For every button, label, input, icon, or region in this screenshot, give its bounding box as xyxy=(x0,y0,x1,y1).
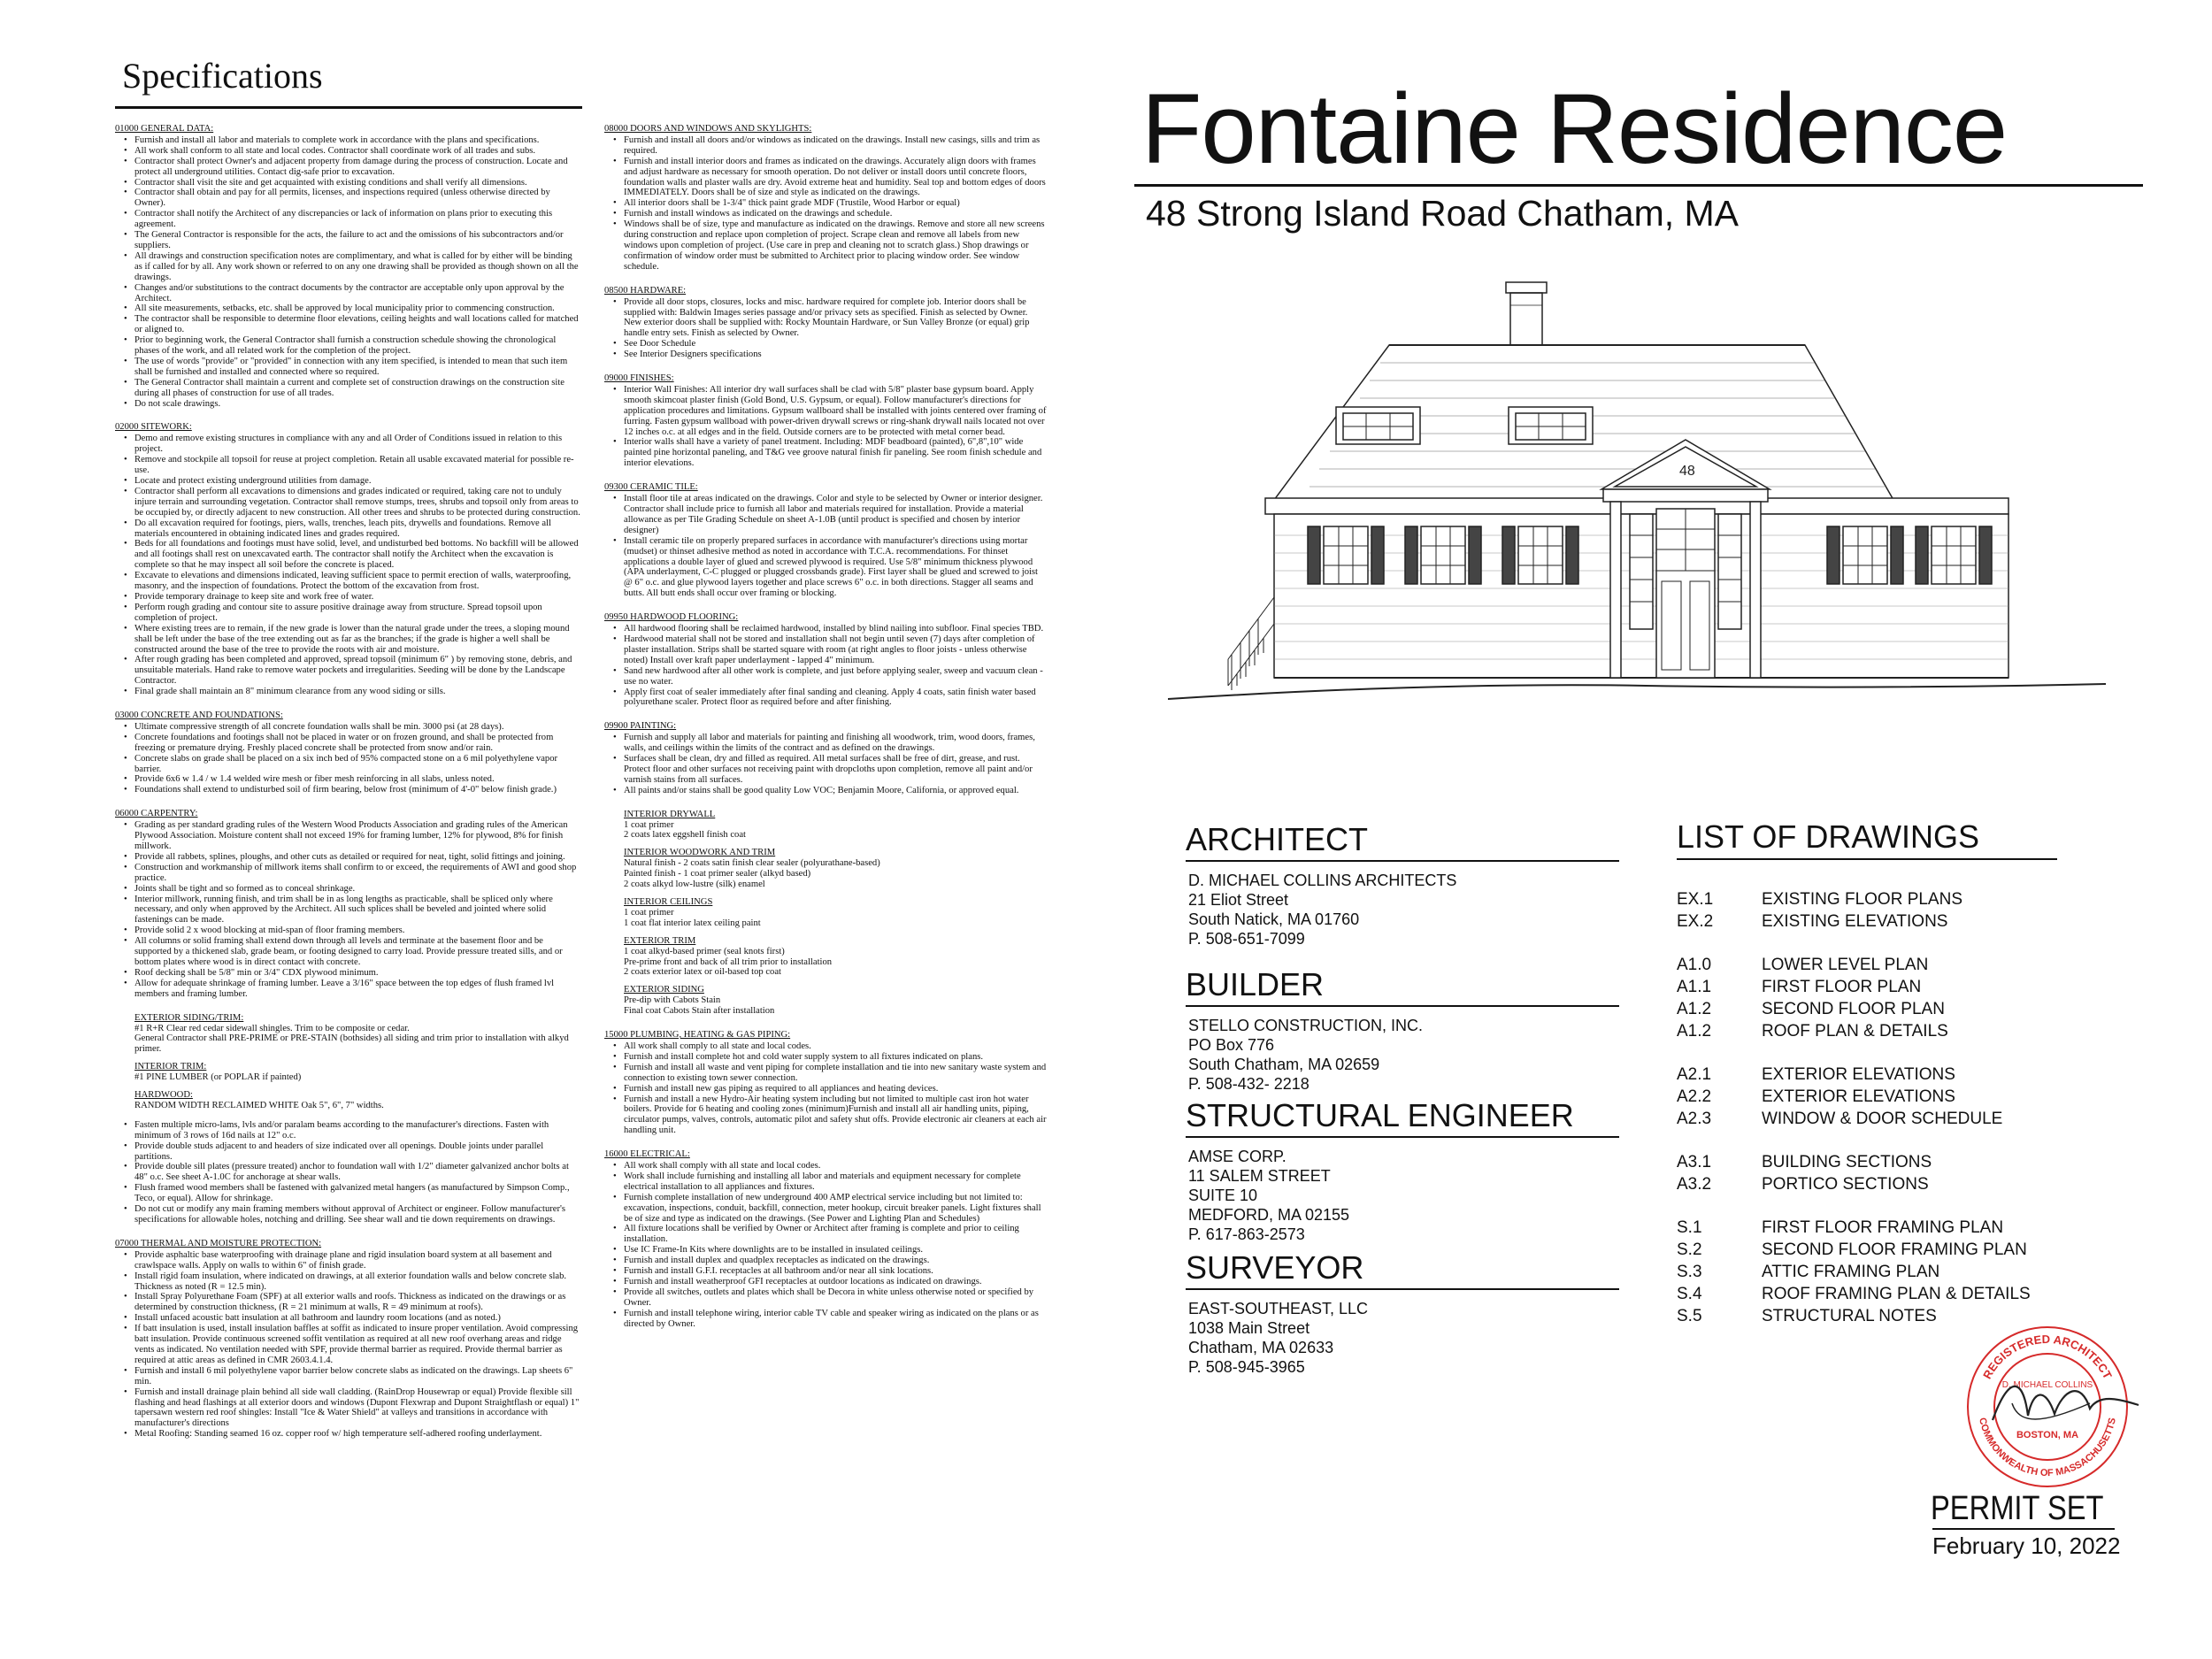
spec-item: • Furnish and install new gas piping as required to all appliances and heating devices. xyxy=(624,1084,1047,1094)
spec-sub-line: 2 coats latex eggshell finish coat xyxy=(624,830,746,841)
spec-sub-line: Pre-dip with Cabots Stain xyxy=(624,995,721,1006)
spec-item: • Furnish and install 6 mil polyethylene vapor barrier below concrete slabs as indicated on the drawings. Lap sheets 6" min. xyxy=(134,1366,582,1387)
spec-section-heading: 09000 FINISHES: xyxy=(604,373,674,384)
spec-item: • Provide double studs adjacent to and headers of size indicated over all openings. Double joints under parallel partitions. xyxy=(134,1141,582,1163)
side-stair xyxy=(1228,597,1274,690)
architect-line: P. 508-651-7099 xyxy=(1188,930,1305,948)
spec-sub-line: Final coat Cabots Stain after installation xyxy=(624,1006,775,1017)
spec-item-list xyxy=(604,135,1047,273)
engineer-rule xyxy=(1186,1136,1619,1138)
engineer-lines xyxy=(1186,1147,1619,1244)
spec-item: • All work shall conform to all state and local codes. Contractor shall coordinate work of all trades and subs. xyxy=(134,146,582,157)
spec-item: • All work shall comply to all state and local codes. xyxy=(624,1041,1047,1052)
spec-section xyxy=(604,482,1047,599)
spec-sub-line: 1 coat primer xyxy=(624,907,674,918)
drawing-code: A1.2 xyxy=(1677,1000,1712,1018)
drawing-row xyxy=(1677,1283,2119,1305)
spec-item: • Do not scale drawings. xyxy=(134,399,582,410)
spec-item: • Concrete foundations and footings shall not be placed in water or on frozen ground, and shall be protected from freezing or premature drying. Freshly placed concrete shall be protected from snow and/or rain. xyxy=(134,733,582,754)
column-left xyxy=(1610,502,1621,678)
window-5 xyxy=(1916,526,1992,584)
seal-outer-ring xyxy=(1968,1327,2127,1486)
spec-item: • Grading as per standard grading rules of the Western Wood Products Association and grading rules of the American Plywood Association. Moisture content shall not exceed 19% for framing lumber, 12% for plywood, 8% for finish millwork. xyxy=(134,820,582,852)
spec-item: • Flush framed wood members shall be fastened with galvanized metal hangers (as manufactured by Simpson Comp., Teco, or equal). Allow for shrinkage. xyxy=(134,1183,582,1204)
drawings-list xyxy=(1677,888,2119,1327)
drawing-row xyxy=(1677,888,2119,910)
spec-item: • Furnish and install complete hot and cold water supply system to all fixtures indicated on plans. xyxy=(624,1052,1047,1063)
drawing-name: EXTERIOR ELEVATIONS xyxy=(1762,1087,1955,1106)
spec-sub-block xyxy=(604,848,1047,890)
spec-item: • Metal Roofing: Standing seamed 16 oz. copper roof w/ high temperature self-adhered roofing underlayment. xyxy=(134,1429,582,1440)
spec-item: • All work shall comply with all state and local codes. xyxy=(624,1161,1047,1171)
seal-text-top: REGISTERED ARCHITECT xyxy=(1980,1332,2115,1381)
spec-sub-line: #1 R+R Clear red cedar sidewall shingles. Trim to be composite or cedar. xyxy=(134,1023,410,1033)
spec-sub-line: 1 coat flat interior latex ceiling paint xyxy=(624,918,761,928)
spec-section xyxy=(604,373,1047,469)
spec-item: • Install unfaced acoustic batt insulation at all bathroom and laundry room locations (and as noted.) xyxy=(134,1313,582,1324)
spec-item: • Allow for adequate shrinkage of framing lumber. Leave a 3/16" space between the top edges of flush framed lvl members and framing lumber. xyxy=(134,979,582,1000)
spec-item: • Demo and remove existing structures in compliance with any and all Order of Conditions issued in relation to this project. xyxy=(134,434,582,455)
specifications-rule xyxy=(115,106,582,109)
spec-item-list xyxy=(115,1250,582,1440)
front-elevation-drawing xyxy=(1168,270,2106,712)
seal-text-bottom: COMMONWEALTH OF MASSACHUSETTS xyxy=(1977,1417,2118,1479)
spec-item: • All interior doors shall be 1-3/4" thick paint grade MDF (Trustile, Wood Harbor or equal) xyxy=(624,198,1047,209)
spec-section xyxy=(604,612,1047,708)
spec-item: • Beds for all foundations and footings must have solid, level, and undisturbed bed bottoms. No backfill will be allowed and all footings shall rest on unexcavated earth. The contractor shall notify the Architect when the excavation is complete so that he may inspect all soil before the concrete is placed. xyxy=(134,539,582,571)
architect-block xyxy=(1186,821,1619,949)
spec-item: • Install ceramic tile on properly prepared surfaces in accordance with manufacturer's directions using mortar (mudset) or thinset adhesive method as noted in accordance with T.C.A. recommendations. For thinset applications a double layer of glued and screwed plywood is required. Use 5/8" minimum thickness plywood (APA underlayment, C-C plugged or plugged crossbands grade). First layer shall be glued and screwed to joist @ 6" o.c. and glue plywood layers together and place screws 6" o.c. in both directions. Stagger all seams and butts. All butt ends shall occur over framing or blocking. xyxy=(624,536,1047,599)
spec-item: • Install floor tile at areas indicated on the drawings. Color and style to be selected by Owner or interior designer. Contractor shall include price to furnish all labor and materials required for installation. Provide a material allowance as per Tile Grading Schedule on sheet A-1.0B (until product is specified and chosen by interior designer) xyxy=(624,494,1047,536)
drawing-code: A2.1 xyxy=(1677,1065,1712,1084)
spec-sub-line: Pre-prime front and back of all trim prior to installation xyxy=(624,956,833,967)
spec-item: • Remove and stockpile all topsoil for reuse at project completion. Retain all usable excavated material for possible re-use. xyxy=(134,455,582,476)
spec-item: • Foundations shall extend to undisturbed soil of firm bearing, below frost (minimum of 4'-0" below finish grade.) xyxy=(134,785,582,795)
spec-item: • All drawings and construction specification notes are complimentary, and what is called for by either will be binding as if called for by all. Any work shown or referred to on any one drawing shall be provided as though shown on all the drawings. xyxy=(134,251,582,283)
spec-sub-block xyxy=(604,936,1047,979)
spec-section-heading: 02000 SITEWORK: xyxy=(115,422,192,433)
spec-item: • Joints shall be tight and so formed as to conceal shrinkage. xyxy=(134,884,582,895)
engineer-heading: STRUCTURAL ENGINEER xyxy=(1186,1097,1574,1133)
permit-date: February 10, 2022 xyxy=(1932,1532,2121,1559)
spec-item: • Excavate to elevations and dimensions indicated, leaving sufficient space to permit erection of walls, waterproofing, masonry, and the inspection of foundations. Protect the bottom of the excavation from frost. xyxy=(134,571,582,592)
spec-item: • The contractor shall be responsible to determine floor elevations, ceiling heights and wall locations called for matched or aligned to. xyxy=(134,314,582,335)
drawing-code: A1.1 xyxy=(1677,978,1712,996)
spec-item: • Furnish and install G.F.I. receptacles at all bathroom and/or near all sink locations. xyxy=(624,1266,1047,1277)
spec-item: • Windows shall be of size, type and manufacture as indicated on the drawings. Remove and store all new screens during construction and replace upon completion of project. Scrape clean and remove all labels from new windows upon completion of project. (Use care in prep and cleaning not to scratch glass.) Shop drawings or confirmation of window order must be submitted to Architect prior to placing window order. See window schedule. xyxy=(624,219,1047,273)
spec-item: • Do not cut or modify any main framing members without approval of Architect or engineer. Follow manufacturer's specifications for allowable holes, notching and drilling. See shear wall and tie down requirements on drawings. xyxy=(134,1204,582,1225)
spec-item: • Contractor shall notify the Architect of any discrepancies or lack of information on plans prior to executing this agreement. xyxy=(134,209,582,230)
spec-sub-block xyxy=(604,985,1047,1017)
drawing-name: FIRST FLOOR FRAMING PLAN xyxy=(1762,1218,2004,1237)
spec-item: • Use IC Frame-In Kits where downlights are to be installed in insulated ceilings. xyxy=(624,1245,1047,1256)
spec-item: • Sand new hardwood after all other work is complete, and just before applying sealer, sweep and vacuum clean - use no water. xyxy=(624,666,1047,687)
spec-item: • The use of words "provide" or "provided" in connection with any item specified, is intended to mean that such item shall be furnished and installed and connected where so required. xyxy=(134,357,582,378)
engineer-line: AMSE CORP. xyxy=(1188,1148,1286,1165)
spec-item-list xyxy=(604,624,1047,708)
seal-city: BOSTON, MA xyxy=(2016,1430,2079,1440)
drawing-row xyxy=(1677,1151,2119,1173)
spec-item-list xyxy=(604,733,1047,795)
specifications-column-2 xyxy=(604,124,1047,1343)
spec-item: • All site measurements, setbacks, etc. shall be approved by local municipality prior to commencing construction. xyxy=(134,303,582,314)
spec-sub-line: General Contractor shall PRE-PRIME or PRE-STAIN (bothsides) all siding and trim prior to installation with alkyd primer. xyxy=(134,1033,569,1055)
spec-item: • Install rigid foam insulation, where indicated on drawings, at all exterior foundation walls and below concrete slab. Thickness as noted (R = 12.5 min). xyxy=(134,1271,582,1293)
engineer-line: 11 SALEM STREET xyxy=(1188,1167,1331,1185)
surveyor-line: P. 508-945-3965 xyxy=(1188,1358,1305,1376)
spec-item: • Provide double sill plates (pressure treated) anchor to foundation wall with 1/2" diameter galvanized anchor bolts at 48" o.c. See sheet A-1.0C for anchorage at shear walls. xyxy=(134,1162,582,1183)
drawing-code: A2.2 xyxy=(1677,1087,1712,1106)
drawing-row xyxy=(1677,910,2119,933)
drawing-code: A2.3 xyxy=(1677,1110,1712,1128)
permit-set-label: PERMIT SET xyxy=(1931,1490,2104,1527)
spec-item: • The General Contractor is responsible for the acts, the failure to act and the omissions of his subcontractors and/or suppliers. xyxy=(134,230,582,251)
spec-item: • All paints and/or stains shall be good quality Low VOC; Benjamin Moore, California, or approved equal. xyxy=(624,786,1047,796)
drawing-row xyxy=(1677,1261,2119,1283)
project-title: Fontaine Residence xyxy=(1141,73,2008,184)
spec-sub-line: 2 coats alkyd low-lustre (silk) enamel xyxy=(624,879,765,890)
spec-section-heading: 08500 HARDWARE: xyxy=(604,285,687,296)
spec-item-list xyxy=(115,820,582,999)
engineer-line: MEDFORD, MA 02155 xyxy=(1188,1206,1350,1224)
spec-section xyxy=(115,1239,582,1440)
spec-section-heading: 09950 HARDWOOD FLOORING: xyxy=(604,612,739,623)
spec-section xyxy=(115,1120,582,1225)
spec-item: • Furnish and install a new Hydro-Air heating system including but not limited to multiple cast iron hot water boilers. Provide for 6 heating and cooling zones (minimum)Furnish and install all air handling units, piping, circulator pumps, valves, controls, automatic pilot and safety shut offs. Provide electronic air cleaners at each air handling unit. xyxy=(624,1094,1047,1137)
surveyor-rule xyxy=(1186,1288,1619,1290)
architect-line: South Natick, MA 01760 xyxy=(1188,910,1360,928)
drawing-name: SECOND FLOOR PLAN xyxy=(1762,1000,1945,1018)
spec-item-list xyxy=(115,722,582,795)
drawing-group-gap xyxy=(1677,1042,2119,1064)
surveyor-lines xyxy=(1186,1299,1619,1377)
drawing-code: EX.1 xyxy=(1677,890,1714,909)
spec-item: • Furnish and install duplex and quadplex receptacles as indicated on the drawings. xyxy=(624,1256,1047,1266)
engineer-line: SUITE 10 xyxy=(1188,1187,1258,1204)
dormer-right xyxy=(1509,407,1593,444)
surveyor-line: Chatham, MA 02633 xyxy=(1188,1339,1334,1356)
spec-item: • Provide 6x6 w 1.4 / w 1.4 welded wire mesh or fiber mesh reinforcing in all slabs, unless noted. xyxy=(134,774,582,785)
drawing-row xyxy=(1677,1086,2119,1108)
spec-sub-block xyxy=(115,1013,582,1034)
seal-inner-ring xyxy=(1994,1354,2101,1460)
drawing-row xyxy=(1677,1173,2119,1195)
drawings-rule xyxy=(1677,858,2057,860)
spec-item-list xyxy=(604,1041,1047,1136)
window-2 xyxy=(1405,526,1481,584)
spec-section-heading: 09300 CERAMIC TILE: xyxy=(604,482,698,493)
spec-item: • Surfaces shall be clean, dry and filled as required. All metal surfaces shall be free of dirt, grease, and rust. Protect floor and other surfaces not receiving paint with dropcloths upon completion, remove all paint and/or varnish stains from all surfaces. xyxy=(624,754,1047,786)
spec-section-heading: 09900 PAINTING: xyxy=(604,721,677,732)
builder-line: P. 508-432- 2218 xyxy=(1188,1075,1310,1093)
ground-line xyxy=(1168,684,2106,699)
spec-section xyxy=(604,721,1047,795)
drawing-group-gap xyxy=(1677,1130,2119,1151)
spec-item: • Contractor shall protect Owner's and adjacent property from damage during the process of construction. Locate and protect all underground utilities. Contact dig-safe prior to excavation. xyxy=(134,157,582,178)
spec-sub-line: #1 PINE LUMBER (or POPLAR if painted) xyxy=(134,1072,302,1083)
drawing-name: EXISTING FLOOR PLANS xyxy=(1762,890,1962,909)
spec-item: • The General Contractor shall maintain a current and complete set of construction drawings on the construction site during all phases of construction for use of all trades. xyxy=(134,378,582,399)
drawing-row xyxy=(1677,1239,2119,1261)
spec-sub-heading: EXTERIOR SIDING xyxy=(624,985,704,995)
drawing-row xyxy=(1677,998,2119,1020)
drawing-code: A1.2 xyxy=(1677,1022,1712,1041)
spec-item: • Where existing trees are to remain, if the new grade is lower than the natural grade under the trees, a sloping mound shall be left under the base of the tree extending out as far as the branches; if the grade is higher a well shall be constructed around the base of the tree to provide the roots with air and moisture. xyxy=(134,624,582,656)
spec-sub-heading: INTERIOR DRYWALL xyxy=(624,809,716,819)
spec-item: • Furnish and install all labor and materials to complete work in accordance with the plans and specifications. xyxy=(134,135,582,146)
spec-item: • Perform rough grading and contour site to assure positive drainage away from structure. Spread topsoil upon completion of project. xyxy=(134,603,582,624)
specifications-column-1 xyxy=(115,124,582,1453)
spec-section xyxy=(115,710,582,795)
seal-name: D. MICHAEL COLLINS xyxy=(2001,1380,2093,1390)
title-rule xyxy=(1134,184,2143,187)
drawing-row xyxy=(1677,1064,2119,1086)
spec-item: • All fixture locations shall be verified by Owner or Architect after framing is complete and prior to ceiling installation. xyxy=(624,1224,1047,1245)
spec-sub-heading: EXTERIOR SIDING/TRIM: xyxy=(134,1012,244,1023)
house-number: 48 xyxy=(1679,464,1695,479)
spec-section-heading: 16000 ELECTRICAL: xyxy=(604,1149,690,1160)
spec-item: • Furnish and install drainage plain behind all side wall cladding. (RainDrop Housewrap or equal) Provide flexible sill flashing and head flashings at all exterior doors and windows (Dupont Flexwrap and Dupont Straightflash or equal) 1" tapersawn western red roof shingles: Install "Ice & Water Shield" at valleys and transitions in accordance with manufacturer's directions xyxy=(134,1387,582,1430)
drawing-name: LOWER LEVEL PLAN xyxy=(1762,956,1929,974)
spec-item: • Do all excavation required for footings, piers, walls, trenches, leach pits, drywells and foundations. Remove all materials encountered in obtaining indicated lines and grades required. xyxy=(134,518,582,540)
drawing-name: ROOF PLAN & DETAILS xyxy=(1762,1022,1948,1041)
spec-item: • See Door Schedule xyxy=(624,339,1047,349)
spec-item: • Contractor shall visit the site and get acquainted with existing conditions and shall verify all dimensions. xyxy=(134,178,582,188)
drawing-name: FIRST FLOOR PLAN xyxy=(1762,978,1922,996)
builder-block xyxy=(1186,966,1619,1094)
spec-section xyxy=(604,1149,1047,1329)
spec-item: • Provide solid 2 x wood blocking at mid-span of floor framing members. xyxy=(134,926,582,936)
spec-item: • Prior to beginning work, the General Contractor shall furnish a construction schedule showing the chronological phases of the work, and all related work for the completion of the project. xyxy=(134,335,582,357)
spec-item: • Provide asphaltic base waterproofing with drainage plane and rigid insulation board system at all basement and crawlspace walls. Apply on walls to within 6" of finish grade. xyxy=(134,1250,582,1271)
drawing-row xyxy=(1677,1108,2119,1130)
drawing-group-gap xyxy=(1677,933,2119,954)
drawing-code: A1.0 xyxy=(1677,956,1712,974)
drawing-name: EXTERIOR ELEVATIONS xyxy=(1762,1065,1955,1084)
spec-item: • Work shall include furnishing and installing all labor and materials and equipment necessary for complete electrical installation to all appliances and fixtures. xyxy=(624,1171,1047,1193)
drawing-name: ROOF FRAMING PLAN & DETAILS xyxy=(1762,1285,2031,1303)
spec-section-heading: 07000 THERMAL AND MOISTURE PROTECTION: xyxy=(115,1238,322,1248)
spec-item: • Changes and/or substitutions to the contract documents by the contractor are acceptable only upon approval by the Architect. xyxy=(134,283,582,304)
spec-item: • Provide all door stops, closures, locks and misc. hardware required for complete job. Interior doors shall be supplied with: Baldwin Images series passage and/or privacy sets as specified. Finish as selected by Owner. New exterior doors shall be supplied with: Rocky Mountain Hardware, or Sun Valley Bronze (or equal) grip handle entry sets. Finish as selected by Owner. xyxy=(624,297,1047,340)
spec-sub-heading: EXTERIOR TRIM xyxy=(624,935,696,946)
builder-heading: BUILDER xyxy=(1186,966,1325,1002)
spec-item: • Provide temporary drainage to keep site and work free of water. xyxy=(134,592,582,603)
architect-heading: ARCHITECT xyxy=(1186,821,1368,857)
spec-sub-heading: INTERIOR TRIM: xyxy=(134,1062,207,1072)
spec-section-heading: 01000 GENERAL DATA: xyxy=(115,124,214,134)
builder-line: PO Box 776 xyxy=(1188,1036,1275,1054)
window-3 xyxy=(1502,526,1578,584)
drawing-name: BUILDING SECTIONS xyxy=(1762,1153,1932,1171)
drawing-code: S.3 xyxy=(1677,1263,1702,1281)
dormer-left xyxy=(1336,407,1420,444)
spec-sub-block xyxy=(115,1033,582,1055)
spec-item: • Furnish and install all waste and vent piping for complete installation and tie into new sanitary waste system and connection to existing town sewer connection. xyxy=(624,1063,1047,1084)
drawing-code: EX.2 xyxy=(1677,912,1714,931)
spec-section-heading: 15000 PLUMBING, HEATING & GAS PIPING: xyxy=(604,1030,791,1041)
drawing-name: SECOND FLOOR FRAMING PLAN xyxy=(1762,1240,2027,1259)
spec-sub-heading: INTERIOR WOODWORK AND TRIM xyxy=(624,848,776,858)
spec-item-list xyxy=(604,385,1047,469)
spec-item: • Apply first coat of sealer immediately after final sanding and cleaning. Apply 4 coats, satin finish water based polyurethane scaler. Protect floor as required before and after finishing. xyxy=(624,687,1047,709)
spec-item: • Contractor shall perform all excavations to dimensions and grades indicated or required, taking care not to unduly injure terrain and surrounding vegetation. Contractor shall remove stumps, trees, shrubs and topsoil only from areas to be occupied by, or directly adjacent to new construction. All other trees and shrubs to be protected during construction. xyxy=(134,487,582,518)
drawing-code: A3.2 xyxy=(1677,1175,1712,1194)
column-right xyxy=(1750,502,1761,678)
spec-item-list xyxy=(604,494,1047,599)
spec-section xyxy=(115,124,582,409)
drawing-name: EXISTING ELEVATIONS xyxy=(1762,912,1948,931)
builder-rule xyxy=(1186,1005,1619,1007)
spec-sub-block xyxy=(604,897,1047,929)
permit-rule xyxy=(1932,1528,2115,1530)
spec-sub-heading: HARDWOOD: xyxy=(134,1090,193,1101)
architect-line: D. MICHAEL COLLINS ARCHITECTS xyxy=(1188,872,1457,889)
spec-item: • Construction and workmanship of millwork items shall confirm to or exceed, the requirements of AWI and good shop practice. xyxy=(134,863,582,884)
project-address: 48 Strong Island Road Chatham, MA xyxy=(1146,193,1740,234)
spec-sub-line: Natural finish - 2 coats satin finish clear sealer (polyurathane-based) xyxy=(624,858,880,869)
drawing-name: STRUCTURAL NOTES xyxy=(1762,1307,1937,1325)
drawing-name: WINDOW & DOOR SCHEDULE xyxy=(1762,1110,2003,1128)
spec-sub-line: Painted finish - 1 coat primer sealer (alkyd based) xyxy=(624,869,811,879)
spec-section-heading: 06000 CARPENTRY: xyxy=(115,809,198,819)
drawing-group-gap xyxy=(1677,1195,2119,1217)
drawing-row xyxy=(1677,1020,2119,1042)
spec-sub-line: 1 coat primer xyxy=(624,819,674,830)
drawing-code: S.1 xyxy=(1677,1218,1702,1237)
spec-item: • Ultimate compressive strength of all concrete foundation walls shall be min. 3000 psi (at 28 days). xyxy=(134,722,582,733)
spec-item: • Interior walls shall have a variety of panel treatment. Including: MDF beadboard (painted), 6",8",10" wide painted pine horizontal paneling, and T&G vee groove natural finish fir paneling. See room finish schedule and interior elevations. xyxy=(624,437,1047,469)
spec-item: • Concrete slabs on grade shall be placed on a six inch bed of 95% compacted stone on a 6 mil polyethylene vapor barrier. xyxy=(134,754,582,775)
spec-item: • Furnish and install interior doors and frames as indicated on the drawings. Accurately align doors with frames and adjust hardware as necessary for smooth operation. Do not deliver or install doors until concrete floors, foundation walls and plaster walls are dry. Avoid extreme heat and humidity. Seal top and bottom edges of doors IMMEDIATELY. Doors shall be of size and style as indicated on the drawings. xyxy=(624,157,1047,199)
spec-item: • Furnish and install telephone wiring, interior cable TV cable and speaker wiring as indicated on the plans or as directed by Owner. xyxy=(624,1309,1047,1330)
builder-line: South Chatham, MA 02659 xyxy=(1188,1056,1380,1073)
spec-item: • Interior millwork, running finish, and trim shall be in as long lengths as practicable, shall be spliced only where necessary, and only when approved by the Architect. All such splices shall be beveled and jointed where solid fastenings can be made. xyxy=(134,895,582,926)
spec-item: • See Interior Designers specifications xyxy=(624,349,1047,360)
spec-section-heading: 08000 DOORS AND WINDOWS AND SKYLIGHTS: xyxy=(604,124,812,134)
signature xyxy=(1993,1386,2139,1420)
spec-item: • Hardwood material shall not be stored and installation shall not begin until seven (7) days after completion of plaster installation. Strips shall be started square with room (at right angles to floor joists - unless otherwise noted) Install over kraft paper underlayment - lapped 4" minimum. xyxy=(624,634,1047,666)
spec-item: • Provide all rabbets, splines, ploughs, and other cuts as detailed or required for neat, tight, solid fittings and joining. xyxy=(134,852,582,863)
specifications-title: Specifications xyxy=(122,56,323,96)
spec-item-list xyxy=(115,1120,582,1225)
spec-section xyxy=(115,809,582,999)
sidelight-left xyxy=(1630,514,1653,629)
drawing-row xyxy=(1677,954,2119,976)
spec-section xyxy=(115,422,582,697)
spec-item: • Contractor shall obtain and pay for all permits, licenses, and inspections required (unless otherwise directed by Owner). xyxy=(134,188,582,209)
spec-item: • Roof decking shall be 5/8" min or 3/4" CDX plywood minimum. xyxy=(134,968,582,979)
spec-sub-block xyxy=(115,1062,582,1083)
spec-item-list xyxy=(604,297,1047,360)
sidelight-right xyxy=(1718,514,1741,629)
spec-section xyxy=(604,124,1047,273)
spec-item: • Furnish and install all doors and/or windows as indicated on the drawings. Install new casings, sills and trim as required. xyxy=(624,135,1047,157)
window-4 xyxy=(1827,526,1903,584)
architect-lines xyxy=(1186,871,1619,949)
spec-sub-line: 2 coats exterior latex or oil-based top coat xyxy=(624,967,781,978)
spec-item: • All columns or solid framing shall extend down through all levels and terminate at the basement floor and be supported by a thickened slab, grade beam, or footing designed to carry load. Provide pressure treated sills, and or bottom plates where wood is in direct contact with concrete. xyxy=(134,936,582,968)
architect-rule xyxy=(1186,860,1619,862)
spec-sub-line: 1 coat alkyd-based primer (seal knots first) xyxy=(624,946,785,956)
surveyor-line: EAST-SOUTHEAST, LLC xyxy=(1188,1300,1369,1317)
surveyor-line: 1038 Main Street xyxy=(1188,1319,1310,1337)
spec-item: • Interior Wall Finishes: All interior dry wall surfaces shall be clad with 5/8" plaster base gypsum board. Apply smooth skimcoat plaster finish (Gold Bond, U.S. Gypsum, or equal). Follow manufacturer's directions for application procedures and limitations. Gypsum wallboard shall be installed with joints centered over framing of furring. Fasten gypsum wallboad with power-driven drywall screws or ring-shank drywall nails located not over 12 inches o.c. at all edges and in the field. Outside corners are to be protected with metal corner bead. xyxy=(624,385,1047,438)
spec-item: • Furnish complete installation of new underground 400 AMP electrical service including but not limited to: excavation, inspections, conduit, backfill, connection, meter hookup, circuit breaker panels. Light fixtures shall be of size and type as indicated on the drawings. (See Power and Lighting Plan and Schedules) xyxy=(624,1193,1047,1225)
spec-section xyxy=(604,1030,1047,1136)
spec-item: • Fasten multiple micro-lams, lvls and/or paralam beams according to the manufacturer's directions. Fasten with minimum of 3 rows of 16d nails at 12" o.c. xyxy=(134,1120,582,1141)
drawing-code: S.5 xyxy=(1677,1307,1702,1325)
surveyor-heading: SURVEYOR xyxy=(1186,1249,1364,1286)
engineer-line: P. 617-863-2573 xyxy=(1188,1225,1305,1243)
surveyor-block xyxy=(1186,1249,1619,1377)
builder-line: STELLO CONSTRUCTION, INC. xyxy=(1188,1017,1424,1034)
spec-item: • Final grade shall maintain an 8" minimum clearance from any wood siding or sills. xyxy=(134,687,582,697)
spec-item: • All hardwood flooring shall be reclaimed hardwood, installed by blind nailing into subfloor. Final species TBD. xyxy=(624,624,1047,634)
drawing-row xyxy=(1677,976,2119,998)
spec-section-heading: 03000 CONCRETE AND FOUNDATIONS: xyxy=(115,710,283,721)
architect-seal xyxy=(1957,1318,2143,1495)
drawing-row xyxy=(1677,1217,2119,1239)
drawing-code: S.2 xyxy=(1677,1240,1702,1259)
drawings-heading: LIST OF DRAWINGS xyxy=(1677,818,1980,855)
spec-item: • Furnish and install windows as indicated on the drawings and schedule. xyxy=(624,209,1047,219)
builder-lines xyxy=(1186,1016,1619,1094)
drawing-code: S.4 xyxy=(1677,1285,1702,1303)
spec-item: • If batt insulation is used, install insulation baffles at soffit as indicated to insure proper ventilation. Avoid compressing batt insulation. Provide continuous screened soffit ventilation as required at all new roof overhang areas and ridge vents as indicated. No ventilation needed with SPF, provide thermal barrier as required. Provide thermal barrier as required at attic areas as defined in CMR 2603.4.1.4. xyxy=(134,1324,582,1366)
drawing-name: PORTICO SECTIONS xyxy=(1762,1175,1929,1194)
architect-line: 21 Eliot Street xyxy=(1188,891,1289,909)
spec-item-list xyxy=(604,1161,1047,1330)
drawing-code: A3.1 xyxy=(1677,1153,1712,1171)
spec-item: • Install Spray Polyurethane Foam (SPF) at all exterior walls and roofs. Thickness as indicated on the drawings or as determined by construction thickness, (R = 21 minimum at walls, R = 49 minimum at roofs). xyxy=(134,1292,582,1313)
spec-sub-block xyxy=(115,1090,582,1111)
spec-item-list xyxy=(115,434,582,697)
painting-subsections xyxy=(604,810,1047,1017)
spec-section xyxy=(604,286,1047,360)
spec-sub-heading: INTERIOR CEILINGS xyxy=(624,897,713,907)
engineer-block xyxy=(1186,1097,1619,1244)
spec-item: • After rough grading has been completed and approved, spread topsoil (minimum 6" ) by removing stone, debris, and unsuitable materials. Hand rake to remove water pockets and irregularities. Seeding will be done by the Landscape Contractor. xyxy=(134,655,582,687)
drawing-name: ATTIC FRAMING PLAN xyxy=(1762,1263,1940,1281)
spec-item: • Furnish and supply all labor and materials for painting and finishing all woodwork, trim, wood doors, frames, walls, and ceilings within the limits of the contract and as defined on the drawings. xyxy=(624,733,1047,754)
spec-item: • Locate and protect existing underground utilities from damage. xyxy=(134,476,582,487)
spec-item: • Provide all switches, outlets and plates which shall be Decora in white unless otherwise noted or specified by Owner. xyxy=(624,1287,1047,1309)
spec-item: • Furnish and install weatherproof GFI receptacles at outdoor locations as indicated on drawings. xyxy=(624,1277,1047,1287)
window-1 xyxy=(1308,526,1384,584)
spec-item-list xyxy=(115,135,582,410)
spec-sub-line: RANDOM WIDTH RECLAIMED WHITE Oak 5", 6", 7" widths. xyxy=(134,1100,384,1110)
spec-sub-block xyxy=(604,810,1047,841)
